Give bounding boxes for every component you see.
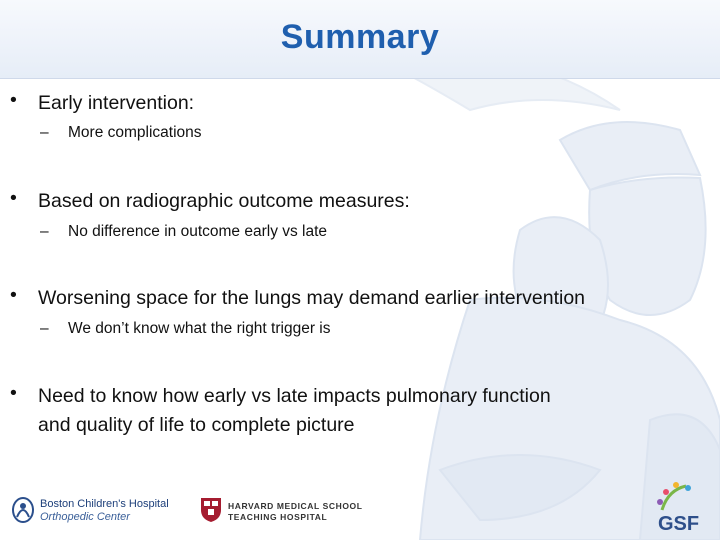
bullet-text: Early intervention: <box>38 92 195 114</box>
gsf-mark: GSF <box>658 513 700 535</box>
gsf-emblem-icon <box>652 480 714 538</box>
sub-bullet-text: More complications <box>68 124 202 141</box>
sub-bullet-text: We don’t know what the right trigger is <box>68 320 331 337</box>
gsf-logo <box>652 480 714 538</box>
harvard-name: HARVARD MEDICAL SCHOOL <box>228 501 363 511</box>
sub-bullet-marker: – <box>40 124 49 141</box>
sub-bullet-text: No difference in outcome early vs late <box>68 223 328 240</box>
bullet-marker: • <box>10 284 17 306</box>
boston-childrens-emblem-icon <box>12 497 34 523</box>
bullet-marker: • <box>10 89 17 111</box>
bullet-text-line1: Need to know how early vs late impacts pulmonary function <box>38 385 551 407</box>
bullet-text: Based on radiographic outcome measures: <box>38 190 410 212</box>
boston-childrens-name: Boston Children's Hospital <box>40 498 169 510</box>
boston-childrens-subtitle: Orthopedic Center <box>40 511 130 523</box>
slide-title: Summary <box>280 18 440 56</box>
harvard-shield-icon <box>200 497 222 523</box>
bullet-marker: • <box>10 382 17 404</box>
harvard-medical-logo <box>200 497 370 527</box>
boston-childrens-logo <box>12 496 182 526</box>
bullet-text: Worsening space for the lungs may demand earlier intervention <box>38 287 586 309</box>
title-bar <box>0 0 720 79</box>
harvard-subtitle: TEACHING HOSPITAL <box>228 512 328 522</box>
bullet-marker: • <box>10 187 17 209</box>
bullet-text-line2: and quality of life to complete picture <box>38 414 355 436</box>
sub-bullet-marker: – <box>40 320 49 337</box>
sub-bullet-marker: – <box>40 223 49 240</box>
